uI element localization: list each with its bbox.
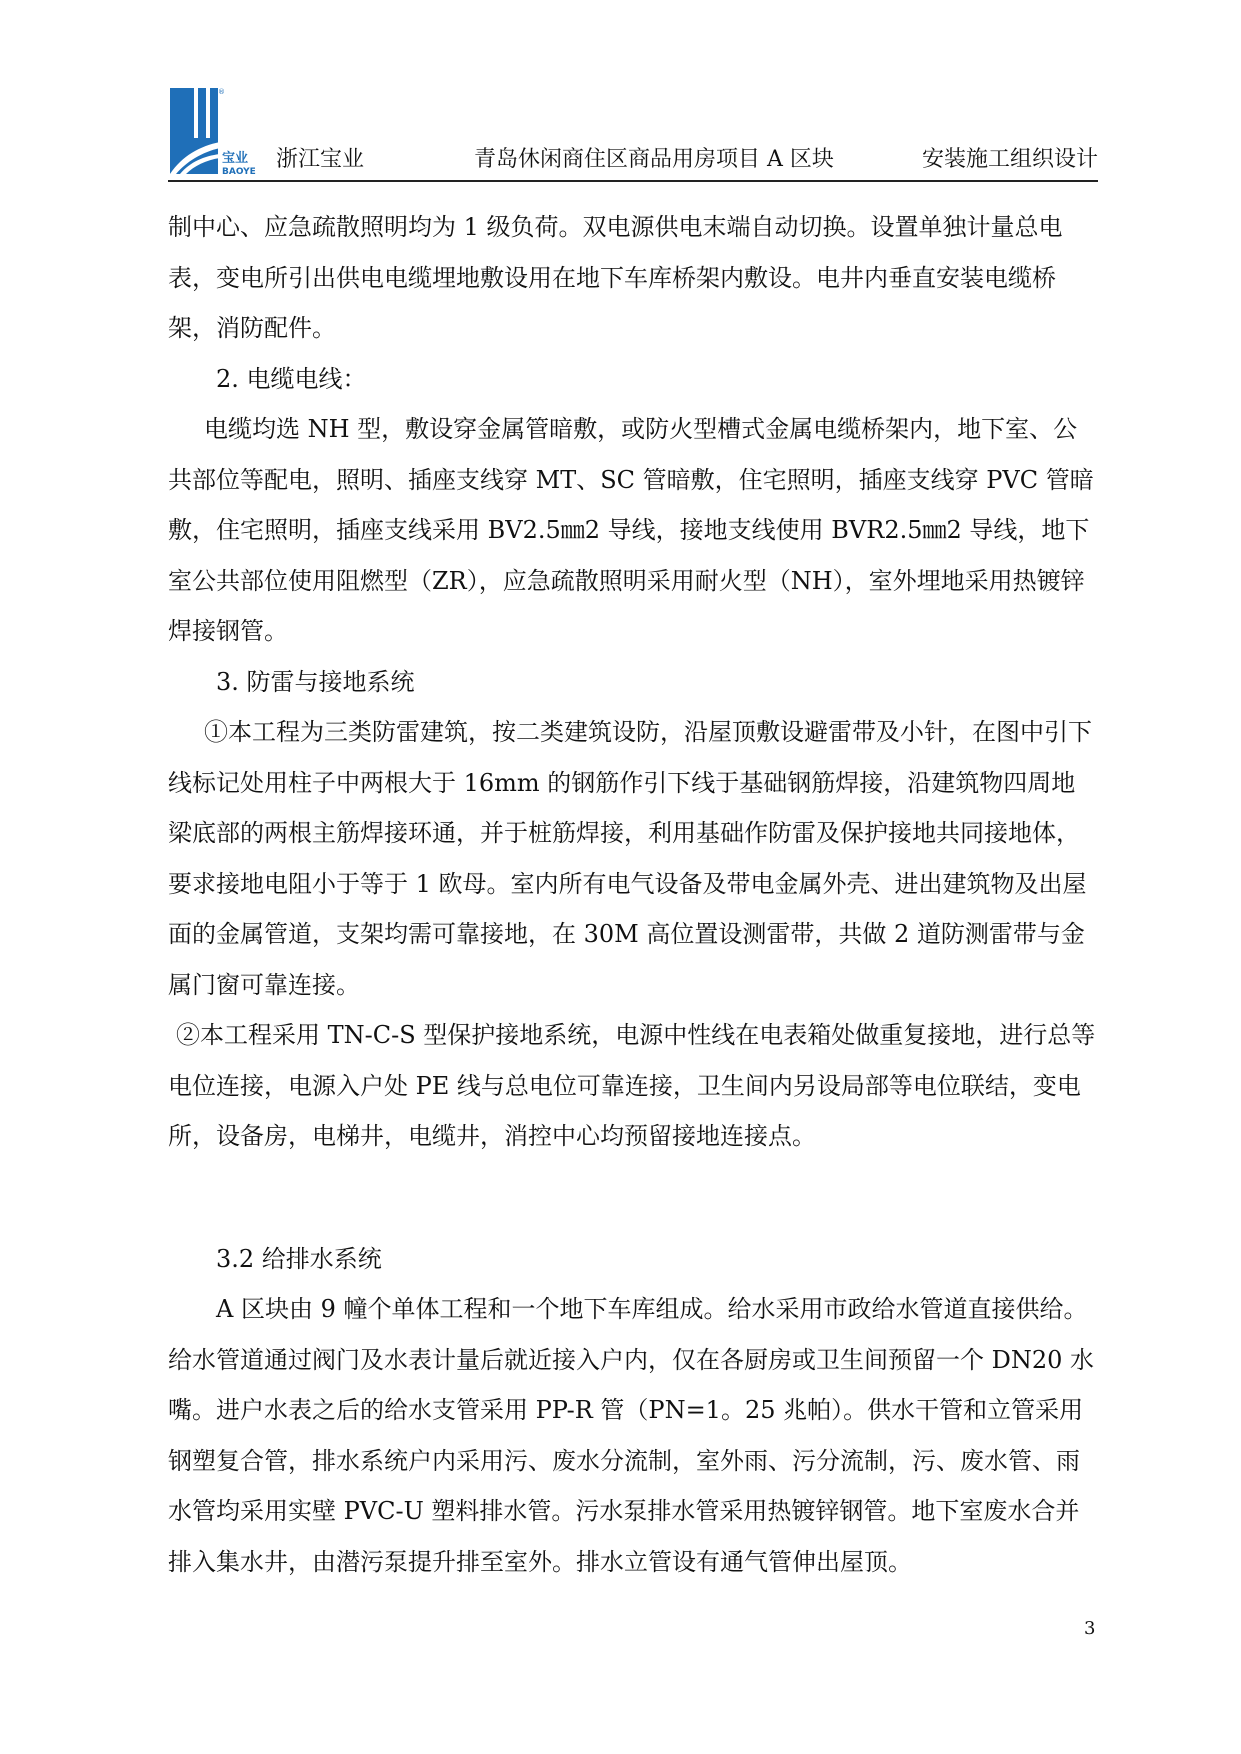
heading-cable: 2. 电缆电线： xyxy=(216,364,367,393)
baoye-logo-mark xyxy=(168,86,260,178)
page-content xyxy=(168,202,1098,1587)
baoye-logo xyxy=(168,86,260,178)
paragraph-water: A 区块由 9 幢个单体工程和一个地下车库组成。给水采用市政给水管道直接供给。给水管道通过阀门及水表计量后就近接入户内，仅在各厨房或卫生间预留一个 DN20 水嘴。进户水表之后的给水支管采用 PP-R 管（PN=1。25 兆帕）。供水干管和立管采用钢塑复合管，排水系统户内采用污、废水分流制，室外雨、污分流制，污、废水管、雨水管均采用实壁 PVC-U 塑料排水管。污水泵排水管采用热镀锌钢管。地下室废水合并排入集水井，由潜污泵提升排至室外。排水立管设有通气管伸出屋顶。 xyxy=(168,1295,1095,1576)
paragraph-power-load: 制中心、应急疏散照明均为 1 级负荷。双电源供电末端自动切换。设置单独计量总电表，变电所引出供电电缆埋地敷设用在地下车库桥架内敷设。电井内垂直安装电缆桥架，消防配件。 xyxy=(168,213,1063,342)
header-rule xyxy=(168,180,1098,182)
header-company: 浙江宝业 xyxy=(276,147,365,172)
heading-water: 3.2 给排水系统 xyxy=(216,1244,382,1273)
logo-text-cn: 宝业 xyxy=(222,151,249,166)
header-project: 青岛休闲商住区商品用房项目 A 区块 xyxy=(474,147,834,172)
paragraph-cable: 电缆均选 NH 型，敷设穿金属管暗敷，或防火型槽式金属电缆桥架内，地下室、公共部位等配电，照明、插座支线穿 MT、SC 管暗敷，住宅照明，插座支线穿 PVC 管暗敷，住宅照明，插座支线采用 BV2.5㎜2 导线，接地支线使用 BVR2.5㎜2 导线，地下室公共部位使用阻燃型（ZR），应急疏散照明采用耐火型（NH），室外埋地采用热镀锌焊接钢管。 xyxy=(168,415,1094,645)
paragraph-lightning: ①本工程为三类防雷建筑，按二类建筑设防，沿屋顶敷设避雷带及小针，在图中引下线标记处用柱子中两根大于 16mm 的钢筋作引下线于基础钢筋焊接，沿建筑物四周地梁底部的两根主筋焊接环通，并于桩筋焊接，利用基础作防雷及保护接地共同接地体，要求接地电阻小于等于 1 欧母。室内所有电气设备及带电金属外壳、进出建筑物及出屋面的金属管道，支架均需可靠接地，在 30M 高位置设测雷带，共做 2 道防测雷带与金属门窗可靠连接。 xyxy=(168,718,1092,999)
header-document-title: 安装施工组织设计 xyxy=(921,147,1098,172)
logo-text-en: BAOYE xyxy=(222,167,256,177)
section-gap xyxy=(168,1162,1098,1234)
page-number: 3 xyxy=(1084,1618,1096,1639)
paragraph-grounding: ②本工程采用 TN-C-S 型保护接地系统，电源中性线在电表箱处做重复接地，进行总等电位连接，电源入户处 PE 线与总电位可靠连接，卫生间内另设局部等电位联结，变电所，设备房，电梯井，电缆井，消控中心均预留接地连接点。 xyxy=(168,1021,1096,1150)
page-header xyxy=(168,84,1098,180)
heading-lightning: 3. 防雷与接地系统 xyxy=(216,667,415,696)
registered-mark: ® xyxy=(218,88,225,96)
